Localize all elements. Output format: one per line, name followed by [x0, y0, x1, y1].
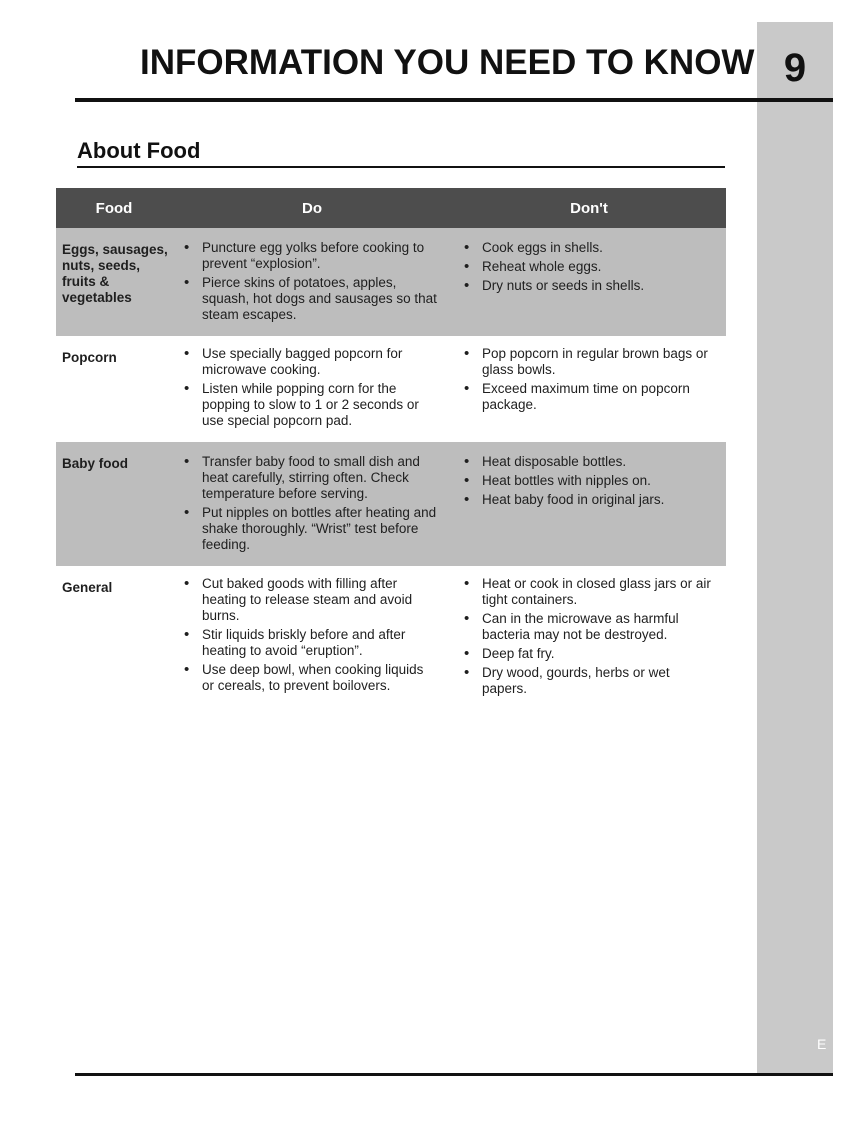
do-cell [172, 228, 452, 336]
column-header-do: Do [172, 188, 452, 228]
do-list [172, 442, 452, 566]
list-item: • Can in the microwave as harmful bacteria may not be destroyed. [464, 611, 712, 643]
table-row [56, 566, 726, 710]
list-item: • Cook eggs in shells. [464, 240, 712, 256]
column-header-food: Food [56, 188, 172, 228]
food-cell: Baby food [56, 442, 172, 566]
dont-cell [452, 228, 726, 336]
table-row [56, 336, 726, 442]
food-cell: General [62, 580, 113, 595]
do-cell [172, 566, 452, 710]
page-number: 9 [783, 46, 807, 90]
do-list [172, 228, 452, 336]
page-title: INFORMATION YOU NEED TO KNOW [140, 43, 755, 82]
list-item: • Puncture egg yolks before cooking to prevent “explosion”. [184, 240, 438, 272]
list-item: • Heat or cook in closed glass jars or air tight containers. [464, 576, 712, 608]
header-divider [75, 98, 833, 102]
dont-cell [452, 442, 726, 566]
table-row [56, 442, 726, 566]
list-item: • Heat baby food in original jars. [464, 492, 712, 508]
table-row [56, 228, 726, 336]
do-list [172, 336, 452, 442]
list-item: • Deep fat fry. [464, 646, 712, 662]
list-item: • Exceed maximum time on popcorn package. [464, 381, 712, 413]
dont-cell [452, 566, 726, 710]
list-item: • Cut baked goods with filling after heating to release steam and avoid burns. [184, 576, 438, 624]
side-tab [757, 22, 833, 1076]
list-item: • Heat disposable bottles. [464, 454, 712, 470]
dont-list [452, 228, 726, 307]
list-item: • Use deep bowl, when cooking liquids or cereals, to prevent boilovers. [184, 662, 438, 694]
dont-list [452, 336, 726, 426]
footer-divider [75, 1073, 833, 1076]
side-tab-letter: E [817, 1036, 827, 1052]
list-item: • Dry wood, gourds, herbs or wet papers. [464, 665, 712, 697]
list-item: • Pierce skins of potatoes, apples, squash, hot dogs and sausages so that steam escapes. [184, 275, 438, 323]
dont-list [452, 442, 726, 521]
dont-list [452, 566, 726, 710]
list-item: • Listen while popping corn for the popping to slow to 1 or 2 seconds or use special popcorn pad. [184, 381, 438, 429]
food-cell: Eggs, sausages, nuts, seeds, fruits & vegetables [56, 228, 172, 336]
list-item: • Heat bottles with nipples on. [464, 473, 712, 489]
section-title: About Food [77, 138, 201, 163]
list-item: • Reheat whole eggs. [464, 259, 712, 275]
do-list [172, 566, 452, 707]
list-item: • Pop popcorn in regular brown bags or glass bowls. [464, 346, 712, 378]
food-table [56, 188, 726, 710]
list-item: • Use specially bagged popcorn for microwave cooking. [184, 346, 438, 378]
list-item: • Put nipples on bottles after heating and shake thoroughly. “Wrist” test before feeding. [184, 505, 438, 553]
do-cell [172, 336, 452, 442]
section-divider [77, 166, 725, 168]
table-header-row [56, 188, 726, 228]
do-cell [172, 442, 452, 566]
list-item: • Transfer baby food to small dish and heat carefully, stirring often. Check temperature before serving. [184, 454, 438, 502]
column-header-dont: Don't [452, 188, 726, 228]
dont-cell [452, 336, 726, 442]
list-item: • Dry nuts or seeds in shells. [464, 278, 712, 294]
food-cell: Popcorn [62, 350, 117, 365]
list-item: • Stir liquids briskly before and after heating to avoid “eruption”. [184, 627, 438, 659]
